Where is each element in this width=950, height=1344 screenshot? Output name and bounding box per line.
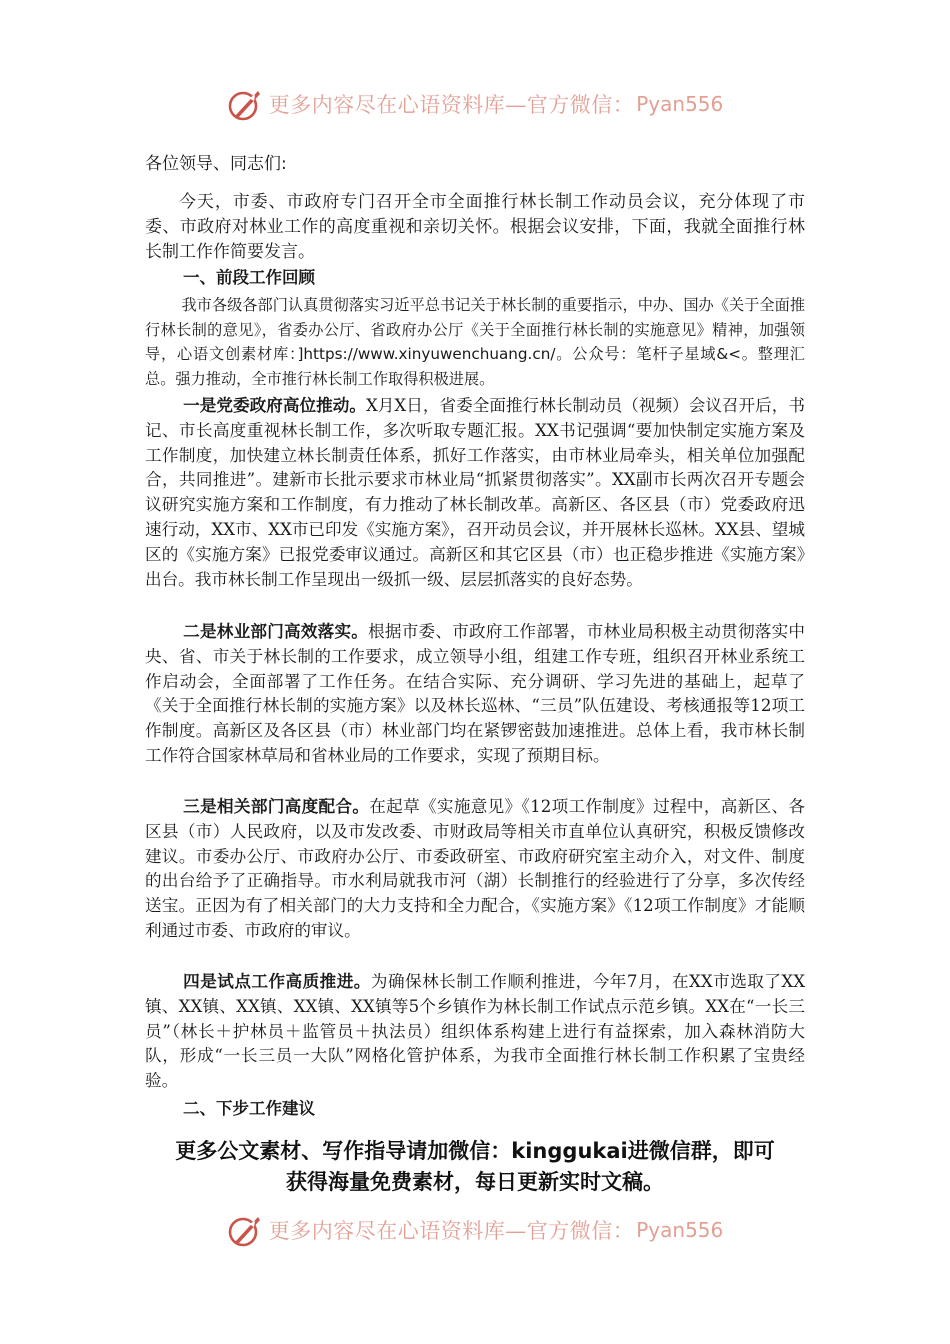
section1-heading: 一、前段工作回顾 <box>182 268 315 287</box>
point-lead: 一是党委政府高位推动。 <box>183 396 366 415</box>
watermark-banner-bottom <box>0 1208 950 1252</box>
point-body: 为确保林长制工作顺利推进，今年7月，在XX市选取了XX镇、XX镇、XX镇、XX镇、XX镇等5个乡镇作为林长制工作试点示范乡镇。XX在“一长三员”（林长＋护林员＋监管员＋执法员）组织体系构建上进行有益探索，加入森林消防大队，形成“一长三员一大队”网格化管护体系，为我市全面推行林长制工作积累了宝贵经验。 <box>145 972 806 1091</box>
quill-logo-icon <box>227 1212 263 1248</box>
promo-notice <box>140 1136 810 1198</box>
point-body: 根据市委、市政府工作部署，市林业局积极主动贯彻落实中央、省、市关于林长制的工作要求，成立领导小组，组建工作专班，组织召开林业系统工作启动会，全面部署了工作任务。在结合实际、充分调研、学习先进的基础上，起草了《关于全面推行林长制的实施方案》以及林长巡林、“三员”队伍建设、考核通报等12项工作制度。高新区及各区县（市）林业部门均在紧锣密鼓加速推进。总体上看，我市林长制工作符合国家林草局和省林业局的工作要求，实现了预期目标。 <box>145 622 806 765</box>
point-paragraph-3 <box>145 795 805 944</box>
greeting: 各位领导、同志们: <box>145 154 287 174</box>
watermark-code: Pyan556 <box>636 1218 724 1242</box>
quill-logo-icon <box>227 86 263 122</box>
promo-line-1: 更多公文素材、写作指导请加微信：kinggukai进微信群，即可 <box>175 1139 775 1163</box>
intro-paragraph: 今天，市委、市政府专门召开全市全面推行林长制工作动员会议，充分体现了市委、市政府对林业工作的高度重视和亲切关怀。根据会议安排，下面，我就全面推行林长制工作作简要发言。 <box>145 192 805 262</box>
point-paragraph-2 <box>145 620 805 769</box>
section1-body: 我市各级各部门认真贯彻落实习近平总书记关于林长制的重要指示，中办、国办《关于全面推行林长制的意见》，省委办公厅、省政府办公厅《关于全面推行林长制的实施意见》精神，加强领导，心语文创素材库：]https://www.xinyuwenchuang.cn/。公众号：笔杆子星域&<。整理汇总。强力推动，全市推行林长制工作取得积极进展。 <box>145 296 805 388</box>
point-body: 在起草《实施意见》《12项工作制度》过程中，高新区、各区县（市）人民政府，以及市发改委、市财政局等相关市直单位认真研究，积极反馈修改建议。市委办公厅、市政府办公厅、市委政研室、市政府研究室主动介入，对文件、制度的出台给予了正确指导。市水利局就我市河（湖）长制推行的经验进行了分享，多次传经送宝。正因为有了相关部门的大力支持和全力配合，《实施方案》《12项工作制度》才能顺利通过市委、市政府的审议。 <box>145 797 805 940</box>
point-paragraph-4 <box>145 970 805 1094</box>
point-paragraph-1 <box>145 394 805 592</box>
watermark-text: 更多内容尽在心语资料库—官方微信： <box>268 93 635 117</box>
watermark-banner-top <box>0 82 950 126</box>
watermark-text: 更多内容尽在心语资料库—官方微信： <box>268 1219 635 1243</box>
section2-heading: 二、下步工作建议 <box>182 1099 315 1118</box>
promo-line-2: 获得海量免费素材，每日更新实时文稿。 <box>286 1170 664 1194</box>
point-lead: 四是试点工作高质推进。 <box>183 972 371 991</box>
point-body: X月X日，省委全面推行林长制动员（视频）会议召开后，书记、市长高度重视林长制工作，多次听取专题汇报。XX书记强调“要加快制定实施方案及工作制度，加快建立林长制责任体系，抓好工作落实，由市林业局牵头，相关单位加强配合，共同推进”。建新市长批示要求市林业局“抓紧贯彻落实”。XX副市长两次召开专题会议研究实施方案和工作制度，有力推动了林长制改革。高新区、各区县（市）党委政府迅速行动，XX市、XX市已印发《实施方案》，召开动员会议，并开展林长巡林。XX县、望城区的《实施方案》已报党委审议通过。高新区和其它区县（市）也正稳步推进《实施方案》出台。我市林长制工作呈现出一级抓一级、层层抓落实的良好态势。 <box>145 396 805 589</box>
point-lead: 三是相关部门高度配合。 <box>183 797 370 816</box>
watermark-code: Pyan556 <box>636 92 724 116</box>
point-lead: 二是林业部门高效落实。 <box>183 622 369 641</box>
